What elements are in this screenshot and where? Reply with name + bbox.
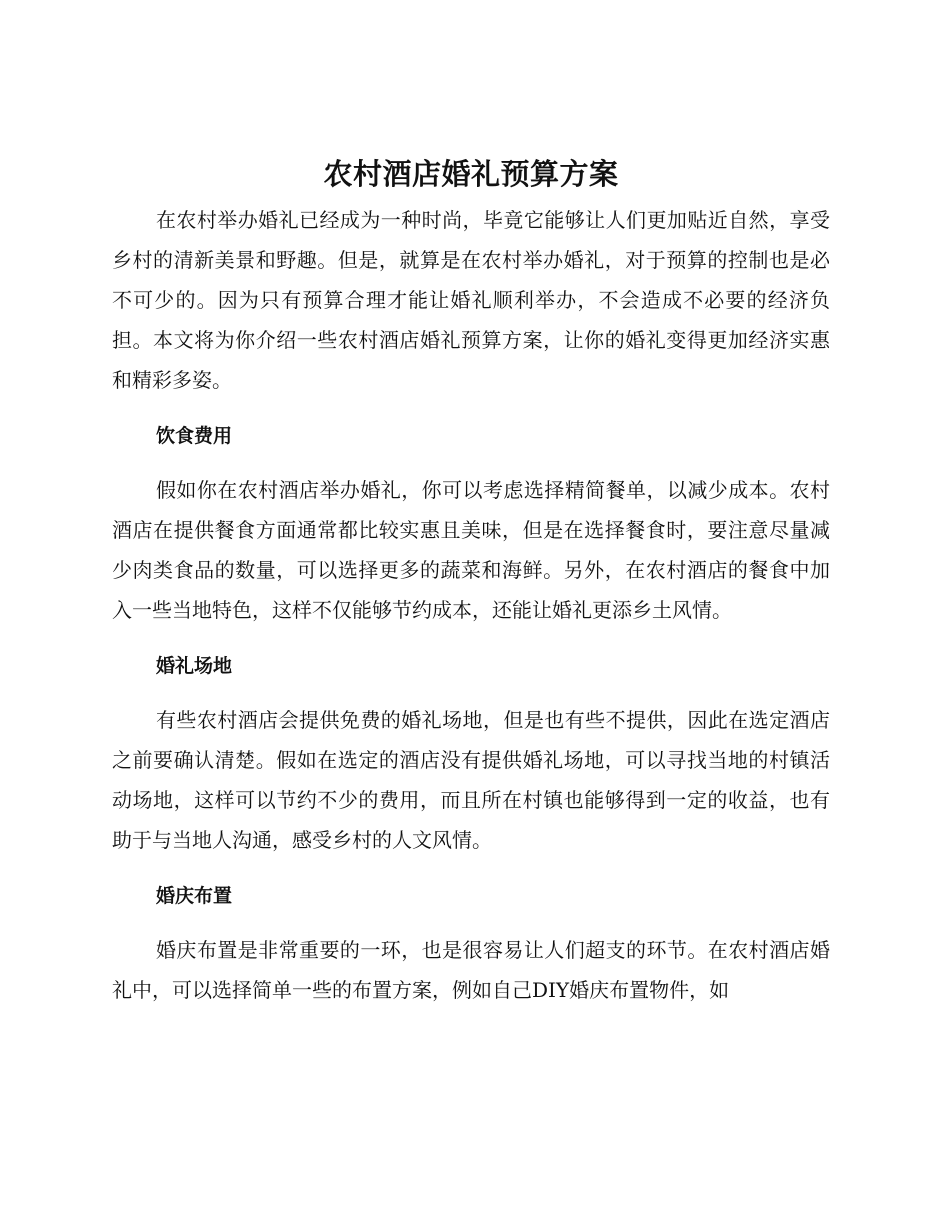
spacer	[112, 400, 830, 420]
document-title: 农村酒店婚礼预算方案	[323, 157, 619, 191]
section-heading-food: 饮食费用	[156, 425, 233, 447]
spacer	[112, 452, 830, 470]
section-body-food: 假如你在农村酒店举办婚礼，你可以考虑选择精简餐单，以减少成本。农村酒店在提供餐食方面通常都比较实惠且美味，但是在选择餐食时，要注意尽量减少肉类食品的数量，可以选择更多的蔬菜和海鲜。另外，在农村酒店的餐食中加入一些当地特色，这样不仅能够节约成本，还能让婚礼更添乡土风情。	[112, 478, 830, 622]
spacer	[112, 682, 830, 700]
section-body-decoration: 婚庆布置是非常重要的一环，也是很容易让人们超支的环节。在农村酒店婚礼中，可以选择简单一些的布置方案，例如自己DIY婚庆布置物件，如	[112, 938, 830, 1002]
spacer	[112, 912, 830, 930]
spacer	[112, 860, 830, 880]
section-heading-venue: 婚礼场地	[156, 655, 233, 677]
intro-paragraph: 在农村举办婚礼已经成为一种时尚，毕竟它能够让人们更加贴近自然，享受乡村的清新美景和野趣。但是，就算是在农村举办婚礼，对于预算的控制也是必不可少的。因为只有预算合理才能让婚礼顺利举办，不会造成不必要的经济负担。本文将为你介绍一些农村酒店婚礼预算方案，让你的婚礼变得更加经济实惠和精彩多姿。	[112, 208, 830, 392]
spacer	[112, 630, 830, 650]
document-page	[112, 148, 830, 1010]
section-body-venue: 有些农村酒店会提供免费的婚礼场地，但是也有些不提供，因此在选定酒店之前要确认清楚。假如在选定的酒店没有提供婚礼场地，可以寻找当地的村镇活动场地，这样可以节约不少的费用，而且所在村镇也能够得到一定的收益，也有助于与当地人沟通，感受乡村的人文风情。	[112, 708, 830, 852]
section-heading-decoration: 婚庆布置	[156, 885, 233, 907]
